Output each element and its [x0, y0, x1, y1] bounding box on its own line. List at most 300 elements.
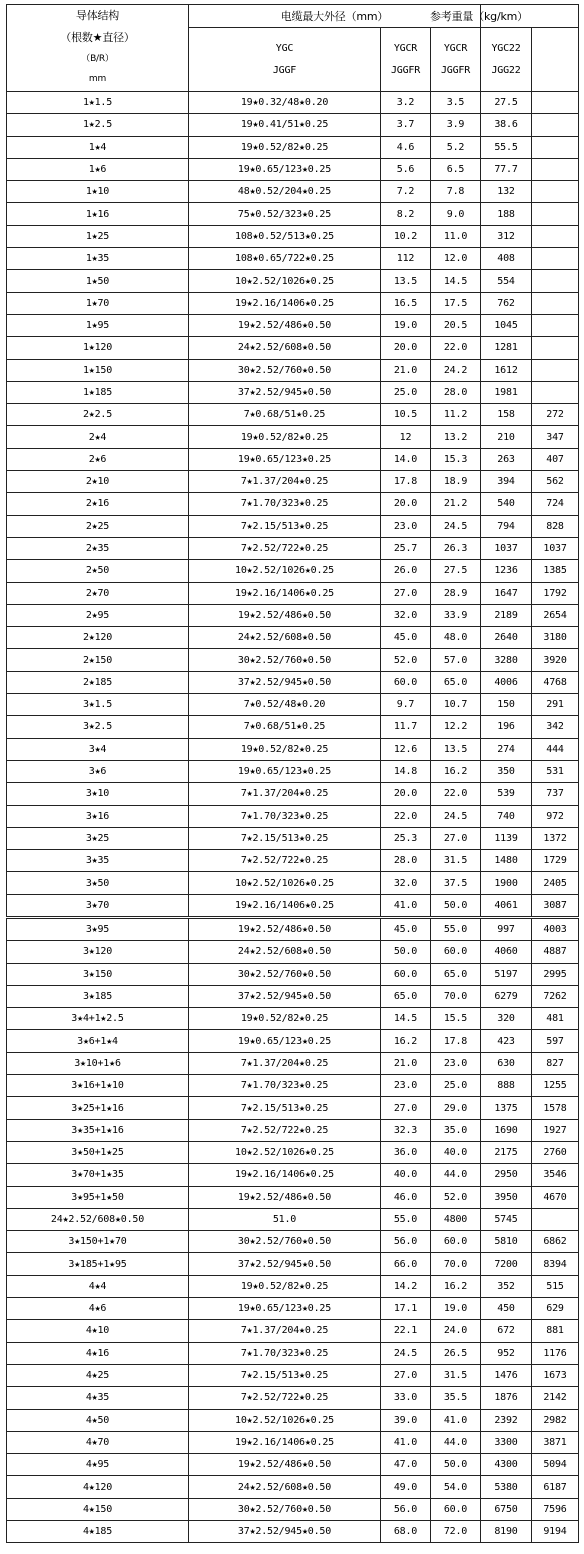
table-row	[7, 850, 579, 872]
table-cell: 19.0	[431, 1298, 481, 1320]
table-cell: 22.0	[431, 337, 481, 359]
table-row	[7, 649, 579, 671]
table-row	[7, 1342, 579, 1364]
table-cell: 37★2.52/945★0.50	[189, 1253, 381, 1275]
table-cell: 630	[481, 1052, 532, 1074]
table-cell: 12.6	[381, 738, 431, 760]
table-cell: 562	[532, 471, 579, 493]
table-cell: 10.5	[381, 404, 431, 426]
table-row	[7, 181, 579, 203]
table-cell: 2175	[481, 1141, 532, 1163]
table-cell: 24★2.52/608★0.50	[189, 627, 381, 649]
table-row	[7, 515, 579, 537]
table-row	[7, 1275, 579, 1297]
table-cell: 45.0	[381, 919, 431, 941]
table-row	[7, 1052, 579, 1074]
table-cell: 972	[532, 805, 579, 827]
table-cell: 12.2	[431, 716, 481, 738]
table-cell: 5745	[481, 1208, 532, 1230]
table-cell: 19★0.52/82★0.25	[189, 136, 381, 158]
table-cell: 2★150	[7, 649, 189, 671]
table-cell: 2★50	[7, 560, 189, 582]
table-cell: 3.9	[431, 114, 481, 136]
table-cell: 51.0	[189, 1208, 381, 1230]
table-cell: 24★2.52/608★0.50	[189, 1476, 381, 1498]
table-cell: 5810	[481, 1231, 532, 1253]
table-cell: 4★16	[7, 1342, 189, 1364]
table-cell: 3★4+1★2.5	[7, 1008, 189, 1030]
table-cell: 7★2.52/722★0.25	[189, 1119, 381, 1141]
table-cell: 108★0.52/513★0.25	[189, 225, 381, 247]
table-cell: 35.0	[431, 1119, 481, 1141]
table-row	[7, 114, 579, 136]
table-cell: 1★2.5	[7, 114, 189, 136]
table-cell: 16.2	[431, 1275, 481, 1297]
table-cell: 19★0.41/51★0.25	[189, 114, 381, 136]
table-row	[7, 1030, 579, 1052]
table-cell: 27.0	[381, 1097, 431, 1119]
table-cell: 6750	[481, 1498, 532, 1520]
table-cell: 1375	[481, 1097, 532, 1119]
table-row	[7, 894, 579, 916]
table-cell: 7★0.52/48★0.20	[189, 694, 381, 716]
header-ygc22-jgg22	[481, 28, 532, 92]
table-cell: 724	[532, 493, 579, 515]
table-cell: 4300	[481, 1454, 532, 1476]
table-cell: 762	[481, 292, 532, 314]
table-cell: 7★2.52/722★0.25	[189, 1387, 381, 1409]
table-cell: 6279	[481, 985, 532, 1007]
table-cell: 24★2.52/608★0.50	[189, 941, 381, 963]
table-row	[7, 136, 579, 158]
table-cell: 19★0.65/123★0.25	[189, 1030, 381, 1052]
table-cell: 20.5	[431, 314, 481, 336]
table-cell: 19★2.16/1406★0.25	[189, 582, 381, 604]
table-cell: 28.0	[381, 850, 431, 872]
table-cell: 66.0	[381, 1253, 431, 1275]
table-cell: 108★0.65/722★0.25	[189, 248, 381, 270]
table-cell: 2654	[532, 604, 579, 626]
table-cell: 21.2	[431, 493, 481, 515]
table-cell: 3871	[532, 1431, 579, 1453]
table-cell: 2★120	[7, 627, 189, 649]
table-cell: 17.1	[381, 1298, 431, 1320]
header-ygcr-jggfr-weight	[431, 28, 481, 92]
table-cell: 5197	[481, 963, 532, 985]
table-cell: 26.0	[381, 560, 431, 582]
table-cell: 52.0	[381, 649, 431, 671]
table-row	[7, 919, 579, 941]
table-cell: 4★4	[7, 1275, 189, 1297]
table-cell: 3★150+1★70	[7, 1231, 189, 1253]
table-cell: 320	[481, 1008, 532, 1030]
header-conductor-line3: （B/R）	[81, 54, 114, 64]
table-cell: 1037	[532, 537, 579, 559]
table-cell: 7596	[532, 1498, 579, 1520]
table-cell: 19★0.52/82★0.25	[189, 1275, 381, 1297]
header-ygc-jggf	[189, 28, 381, 92]
table-cell: 531	[532, 760, 579, 782]
table-cell: 2189	[481, 604, 532, 626]
table-cell: 158	[481, 404, 532, 426]
table-cell: 14.8	[381, 760, 431, 782]
table-cell: 55.0	[431, 919, 481, 941]
table-row	[7, 1476, 579, 1498]
table-cell: 10★2.52/1026★0.25	[189, 1141, 381, 1163]
table-cell: 2640	[481, 627, 532, 649]
table-cell	[532, 359, 579, 381]
table-cell: 7262	[532, 985, 579, 1007]
table-cell: 3920	[532, 649, 579, 671]
table-cell: 16.2	[431, 760, 481, 782]
table-row	[7, 1298, 579, 1320]
spec-table-part2	[6, 918, 579, 1543]
table-cell: 132	[481, 181, 532, 203]
table-cell: 45.0	[381, 627, 431, 649]
table-cell: 19★0.52/82★0.25	[189, 738, 381, 760]
table-cell: 77.7	[481, 158, 532, 180]
table-row	[7, 1186, 579, 1208]
table-row	[7, 203, 579, 225]
table-cell: 39.0	[381, 1409, 431, 1431]
table-cell: 3★6+1★4	[7, 1030, 189, 1052]
table-cell	[532, 158, 579, 180]
header-reference-weight	[430, 5, 579, 28]
table-row	[7, 1454, 579, 1476]
table-row	[7, 448, 579, 470]
table-cell: 450	[481, 1298, 532, 1320]
table-cell: 5380	[481, 1476, 532, 1498]
table-cell: 515	[532, 1275, 579, 1297]
table-cell: 57.0	[431, 649, 481, 671]
table-cell: 37★2.52/945★0.50	[189, 1521, 381, 1543]
table-cell: 55.0	[381, 1208, 431, 1230]
table-cell: 9.7	[381, 694, 431, 716]
table-cell: 2982	[532, 1409, 579, 1431]
table-cell: 25.0	[381, 381, 431, 403]
table-cell: 3300	[481, 1431, 532, 1453]
table-cell: 29.0	[431, 1097, 481, 1119]
table-cell: 4★10	[7, 1320, 189, 1342]
table-cell: 19★0.52/82★0.25	[189, 1008, 381, 1030]
table-cell: 7200	[481, 1253, 532, 1275]
table-cell: 3★95+1★50	[7, 1186, 189, 1208]
table-cell: 1927	[532, 1119, 579, 1141]
table-cell: 65.0	[431, 671, 481, 693]
table-cell: 11.0	[431, 225, 481, 247]
table-cell: 10★2.52/1026★0.25	[189, 270, 381, 292]
table-cell: 2★4	[7, 426, 189, 448]
table-cell: 41.0	[381, 1431, 431, 1453]
table-cell: 1★35	[7, 248, 189, 270]
table-cell: 55.5	[481, 136, 532, 158]
table-cell: 1729	[532, 850, 579, 872]
table-cell: 3★70+1★35	[7, 1164, 189, 1186]
table-cell: 1647	[481, 582, 532, 604]
table-cell: 60.0	[431, 941, 481, 963]
table-cell: 22.0	[381, 805, 431, 827]
spec-table-part1	[6, 4, 579, 917]
table-row	[7, 1075, 579, 1097]
header-conductor-line4: mm	[88, 74, 107, 84]
table-cell: 481	[532, 1008, 579, 1030]
table-cell: 3★16+1★10	[7, 1075, 189, 1097]
table-cell: 17.8	[431, 1030, 481, 1052]
table-cell: 210	[481, 426, 532, 448]
table-cell: 7★2.52/722★0.25	[189, 850, 381, 872]
table-cell: 30★2.52/760★0.50	[189, 1231, 381, 1253]
table-cell: 24.5	[381, 1342, 431, 1364]
table-cell: 28.9	[431, 582, 481, 604]
table-cell: 19★2.52/486★0.50	[189, 1186, 381, 1208]
table-cell: 10★2.52/1026★0.25	[189, 560, 381, 582]
table-cell: 794	[481, 515, 532, 537]
table-cell: 21.0	[381, 359, 431, 381]
header-conductor-structure	[7, 5, 189, 92]
table-cell	[532, 1208, 579, 1230]
table-cell: 8.2	[381, 203, 431, 225]
table-cell: 50.0	[431, 1454, 481, 1476]
table-cell: 11.2	[431, 404, 481, 426]
table-cell: 27.0	[381, 582, 431, 604]
table-cell: 3.2	[381, 92, 431, 114]
table-row	[7, 694, 579, 716]
table-cell: 350	[481, 760, 532, 782]
table-cell: 444	[532, 738, 579, 760]
table-cell: 740	[481, 805, 532, 827]
table-cell: 1★25	[7, 225, 189, 247]
table-cell: 3180	[532, 627, 579, 649]
table-cell: 7★2.52/722★0.25	[189, 537, 381, 559]
table-row	[7, 92, 579, 114]
table-row	[7, 158, 579, 180]
table-cell: 4★120	[7, 1476, 189, 1498]
table-cell: 44.0	[431, 1431, 481, 1453]
table-cell: 49.0	[381, 1476, 431, 1498]
table-row	[7, 872, 579, 894]
table-cell: 737	[532, 783, 579, 805]
table-cell: 4★150	[7, 1498, 189, 1520]
table-cell: 5094	[532, 1454, 579, 1476]
table-cell: 15.5	[431, 1008, 481, 1030]
table-cell: 7★1.70/323★0.25	[189, 1342, 381, 1364]
table-cell: 9194	[532, 1521, 579, 1543]
table-row	[7, 1409, 579, 1431]
table-row	[7, 805, 579, 827]
table-cell: 828	[532, 515, 579, 537]
table-cell: 37★2.52/945★0.50	[189, 671, 381, 693]
table-cell: 7★1.70/323★0.25	[189, 1075, 381, 1097]
table-cell: 10.2	[381, 225, 431, 247]
table-row	[7, 738, 579, 760]
table-cell: 7★1.37/204★0.25	[189, 783, 381, 805]
table-cell: 1385	[532, 560, 579, 582]
table-cell: 4★70	[7, 1431, 189, 1453]
table-cell: 26.3	[431, 537, 481, 559]
table-cell: 1★95	[7, 314, 189, 336]
table-cell: 20.0	[381, 493, 431, 515]
table-row	[7, 1364, 579, 1386]
table-cell: 14.0	[381, 448, 431, 470]
table-cell: 5.6	[381, 158, 431, 180]
table-row	[7, 716, 579, 738]
table-cell: 3★6	[7, 760, 189, 782]
table-cell: 952	[481, 1342, 532, 1364]
table-row	[7, 225, 579, 247]
table-cell: 2950	[481, 1164, 532, 1186]
table-cell: 7★2.15/513★0.25	[189, 827, 381, 849]
table-cell: 60.0	[431, 1231, 481, 1253]
table-cell: 539	[481, 783, 532, 805]
table-cell	[532, 92, 579, 114]
table-cell: 19★0.52/82★0.25	[189, 426, 381, 448]
table-cell: 7★2.15/513★0.25	[189, 1364, 381, 1386]
table-cell: 1372	[532, 827, 579, 849]
table-cell: 19★2.16/1406★0.25	[189, 1164, 381, 1186]
table-cell: 291	[532, 694, 579, 716]
table-cell: 13.5	[381, 270, 431, 292]
table-cell: 38.6	[481, 114, 532, 136]
table-cell: 14.5	[431, 270, 481, 292]
table-cell: 7★0.68/51★0.25	[189, 404, 381, 426]
table-cell: 47.0	[381, 1454, 431, 1476]
table-cell: 1★6	[7, 158, 189, 180]
table-cell: 31.5	[431, 1364, 481, 1386]
table-cell: 7★1.70/323★0.25	[189, 493, 381, 515]
table-cell: 12	[381, 426, 431, 448]
table-row	[7, 270, 579, 292]
table-cell: 54.0	[431, 1476, 481, 1498]
table-cell: 4.6	[381, 136, 431, 158]
table-cell: 19★2.16/1406★0.25	[189, 292, 381, 314]
table-cell: 188	[481, 203, 532, 225]
table-cell	[532, 337, 579, 359]
table-cell: 4★25	[7, 1364, 189, 1386]
table-cell: 19★2.16/1406★0.25	[189, 894, 381, 916]
table-cell: 1281	[481, 337, 532, 359]
table-cell: 1★120	[7, 337, 189, 359]
header-reference-weight-label: 参考重量（kg/km）	[430, 10, 528, 23]
table-cell: 19★2.52/486★0.50	[189, 1454, 381, 1476]
table-cell	[532, 181, 579, 203]
table-cell: 2★25	[7, 515, 189, 537]
table-cell: 4★185	[7, 1521, 189, 1543]
table-row	[7, 292, 579, 314]
table-cell: 41.0	[381, 894, 431, 916]
table-cell: 65.0	[381, 985, 431, 1007]
table-cell: 3★1.5	[7, 694, 189, 716]
table-cell: 37★2.52/945★0.50	[189, 381, 381, 403]
table-cell: 46.0	[381, 1186, 431, 1208]
table-row	[7, 560, 579, 582]
table-cell: 30★2.52/760★0.50	[189, 359, 381, 381]
table-cell: 554	[481, 270, 532, 292]
table-cell: 2142	[532, 1387, 579, 1409]
table-cell: 7★2.15/513★0.25	[189, 515, 381, 537]
table-cell: 1236	[481, 560, 532, 582]
table-cell: 33.9	[431, 604, 481, 626]
table-cell: 1612	[481, 359, 532, 381]
table-cell	[532, 314, 579, 336]
table-cell: 672	[481, 1320, 532, 1342]
table-cell: 5.2	[431, 136, 481, 158]
table-cell: 10★2.52/1026★0.25	[189, 1409, 381, 1431]
table-row	[7, 1164, 579, 1186]
table-cell: 4060	[481, 941, 532, 963]
table-cell: 8190	[481, 1521, 532, 1543]
table-cell: 347	[532, 426, 579, 448]
table-cell: 3★35	[7, 850, 189, 872]
table-row	[7, 471, 579, 493]
table-cell: 21.0	[381, 1052, 431, 1074]
table-cell: 2★185	[7, 671, 189, 693]
table-row	[7, 627, 579, 649]
table-cell	[532, 225, 579, 247]
table-cell: 16.5	[381, 292, 431, 314]
table-cell: 11.7	[381, 716, 431, 738]
table-row	[7, 963, 579, 985]
table-row	[7, 426, 579, 448]
table-cell: 19★0.32/48★0.20	[189, 92, 381, 114]
table-cell: 50.0	[381, 941, 431, 963]
table-row	[7, 337, 579, 359]
header-ygc: YGC	[275, 42, 294, 54]
table-cell: 7★1.37/204★0.25	[189, 471, 381, 493]
table-cell: 2★16	[7, 493, 189, 515]
table-cell: 1037	[481, 537, 532, 559]
table-cell: 7★1.70/323★0.25	[189, 805, 381, 827]
table-cell: 1★185	[7, 381, 189, 403]
table-cell: 827	[532, 1052, 579, 1074]
table-row	[7, 604, 579, 626]
table-cell: 68.0	[381, 1521, 431, 1543]
table-cell: 4800	[431, 1208, 481, 1230]
table-cell: 4003	[532, 919, 579, 941]
table-cell: 2760	[532, 1141, 579, 1163]
table-row	[7, 1231, 579, 1253]
table-cell: 3.5	[431, 92, 481, 114]
table-cell: 2★35	[7, 537, 189, 559]
table-cell: 60.0	[381, 671, 431, 693]
table-row	[7, 1208, 579, 1230]
table-cell: 274	[481, 738, 532, 760]
table-cell: 150	[481, 694, 532, 716]
header-conductor-line1: 导体结构	[75, 9, 120, 22]
table-cell: 3★70	[7, 894, 189, 916]
table-cell: 3★25+1★16	[7, 1097, 189, 1119]
table-row	[7, 1141, 579, 1163]
table-row	[7, 1521, 579, 1543]
table-row	[7, 493, 579, 515]
header-jggf: JGGF	[272, 64, 297, 76]
table-cell: 24.5	[431, 515, 481, 537]
table-cell: 6862	[532, 1231, 579, 1253]
table-cell: 4006	[481, 671, 532, 693]
table-cell: 16.2	[381, 1030, 431, 1052]
table-cell: 7★0.68/51★0.25	[189, 716, 381, 738]
table-cell: 263	[481, 448, 532, 470]
table-cell: 33.0	[381, 1387, 431, 1409]
table-cell: 27.5	[431, 560, 481, 582]
header-ygcr-2: YGCR	[443, 42, 468, 54]
table-cell: 7★1.37/204★0.25	[189, 1052, 381, 1074]
table-cell: 1792	[532, 582, 579, 604]
table-cell: 25.3	[381, 827, 431, 849]
header-blank	[532, 28, 579, 92]
table-cell: 36.0	[381, 1141, 431, 1163]
table-cell: 1★150	[7, 359, 189, 381]
table-cell: 70.0	[431, 985, 481, 1007]
